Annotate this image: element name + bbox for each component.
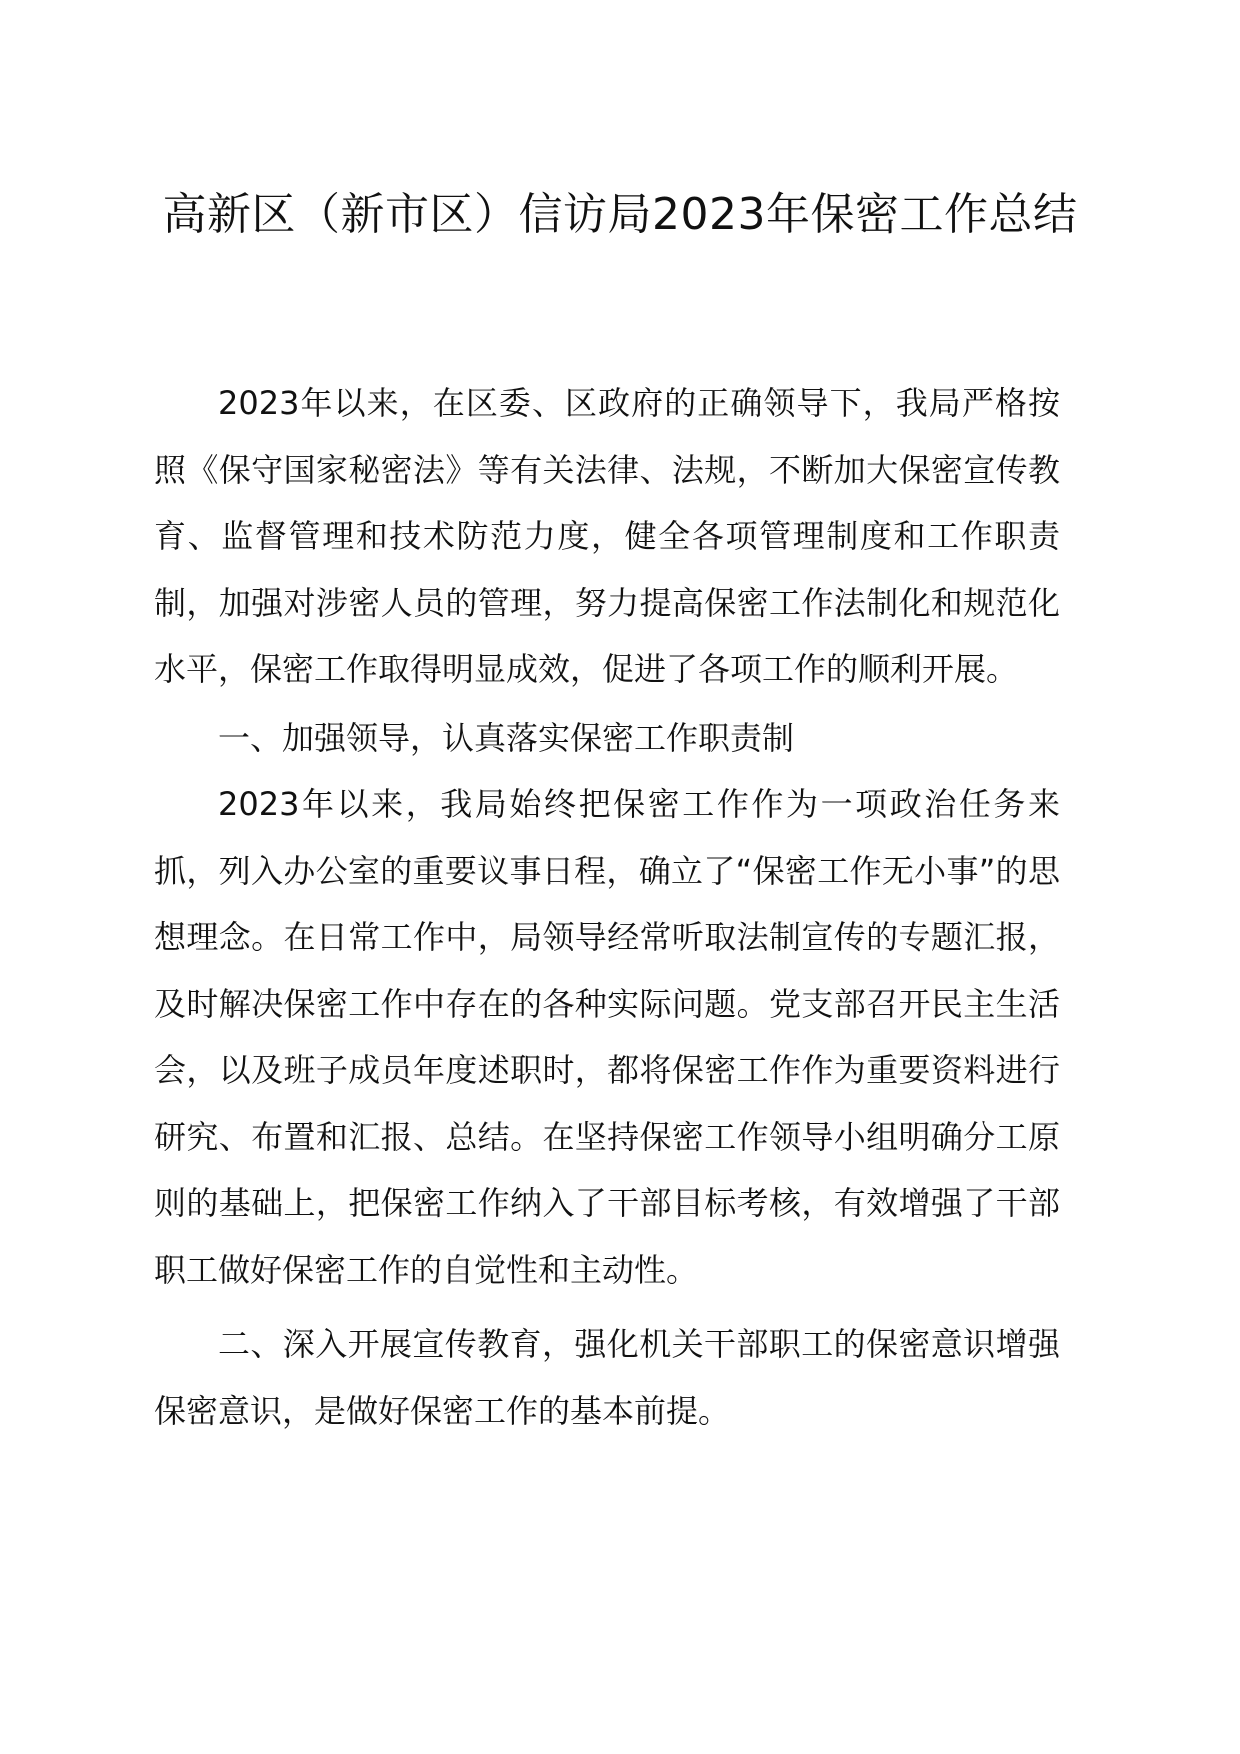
section-heading-1: 一、加强领导，认真落实保密工作职责制 bbox=[218, 718, 795, 757]
document-title: 高新区（新市区）信访局2023年保密工作总结 bbox=[162, 189, 1078, 240]
document-body bbox=[154, 370, 1060, 1444]
section-1-paragraph: 2023年以来，我局始终把保密工作作为一项政治任务来抓，列入办公室的重要议事日程，确立了“保密工作无小事”的思想理念。在日常工作中，局领导经常听取法制宣传的专题汇报，及时解决保密工作中存在的各种实际问题。党支部召开民主生活会，以及班子成员年度述职时，都将保密工作作为重要资料进行研究、布置和汇报、总结。在坚持保密工作领导小组明确分工原则的基础上，把保密工作纳入了干部目标考核，有效增强了干部职工做好保密工作的自觉性和主动性。 bbox=[154, 785, 1060, 1289]
section-heading-2: 二、深入开展宣传教育，强化机关干部职工的保密意识增强保密意识，是做好保密工作的基本前提。 bbox=[154, 1325, 1060, 1430]
intro-paragraph: 2023年以来，在区委、区政府的正确领导下，我局严格按照《保守国家秘密法》等有关法律、法规，不断加大保密宣传教育、监督管理和技术防范力度，健全各项管理制度和工作职责制，加强对涉密人员的管理，努力提高保密工作法制化和规范化水平，保密工作取得明显成效，促进了各项工作的顺利开展。 bbox=[154, 384, 1060, 688]
